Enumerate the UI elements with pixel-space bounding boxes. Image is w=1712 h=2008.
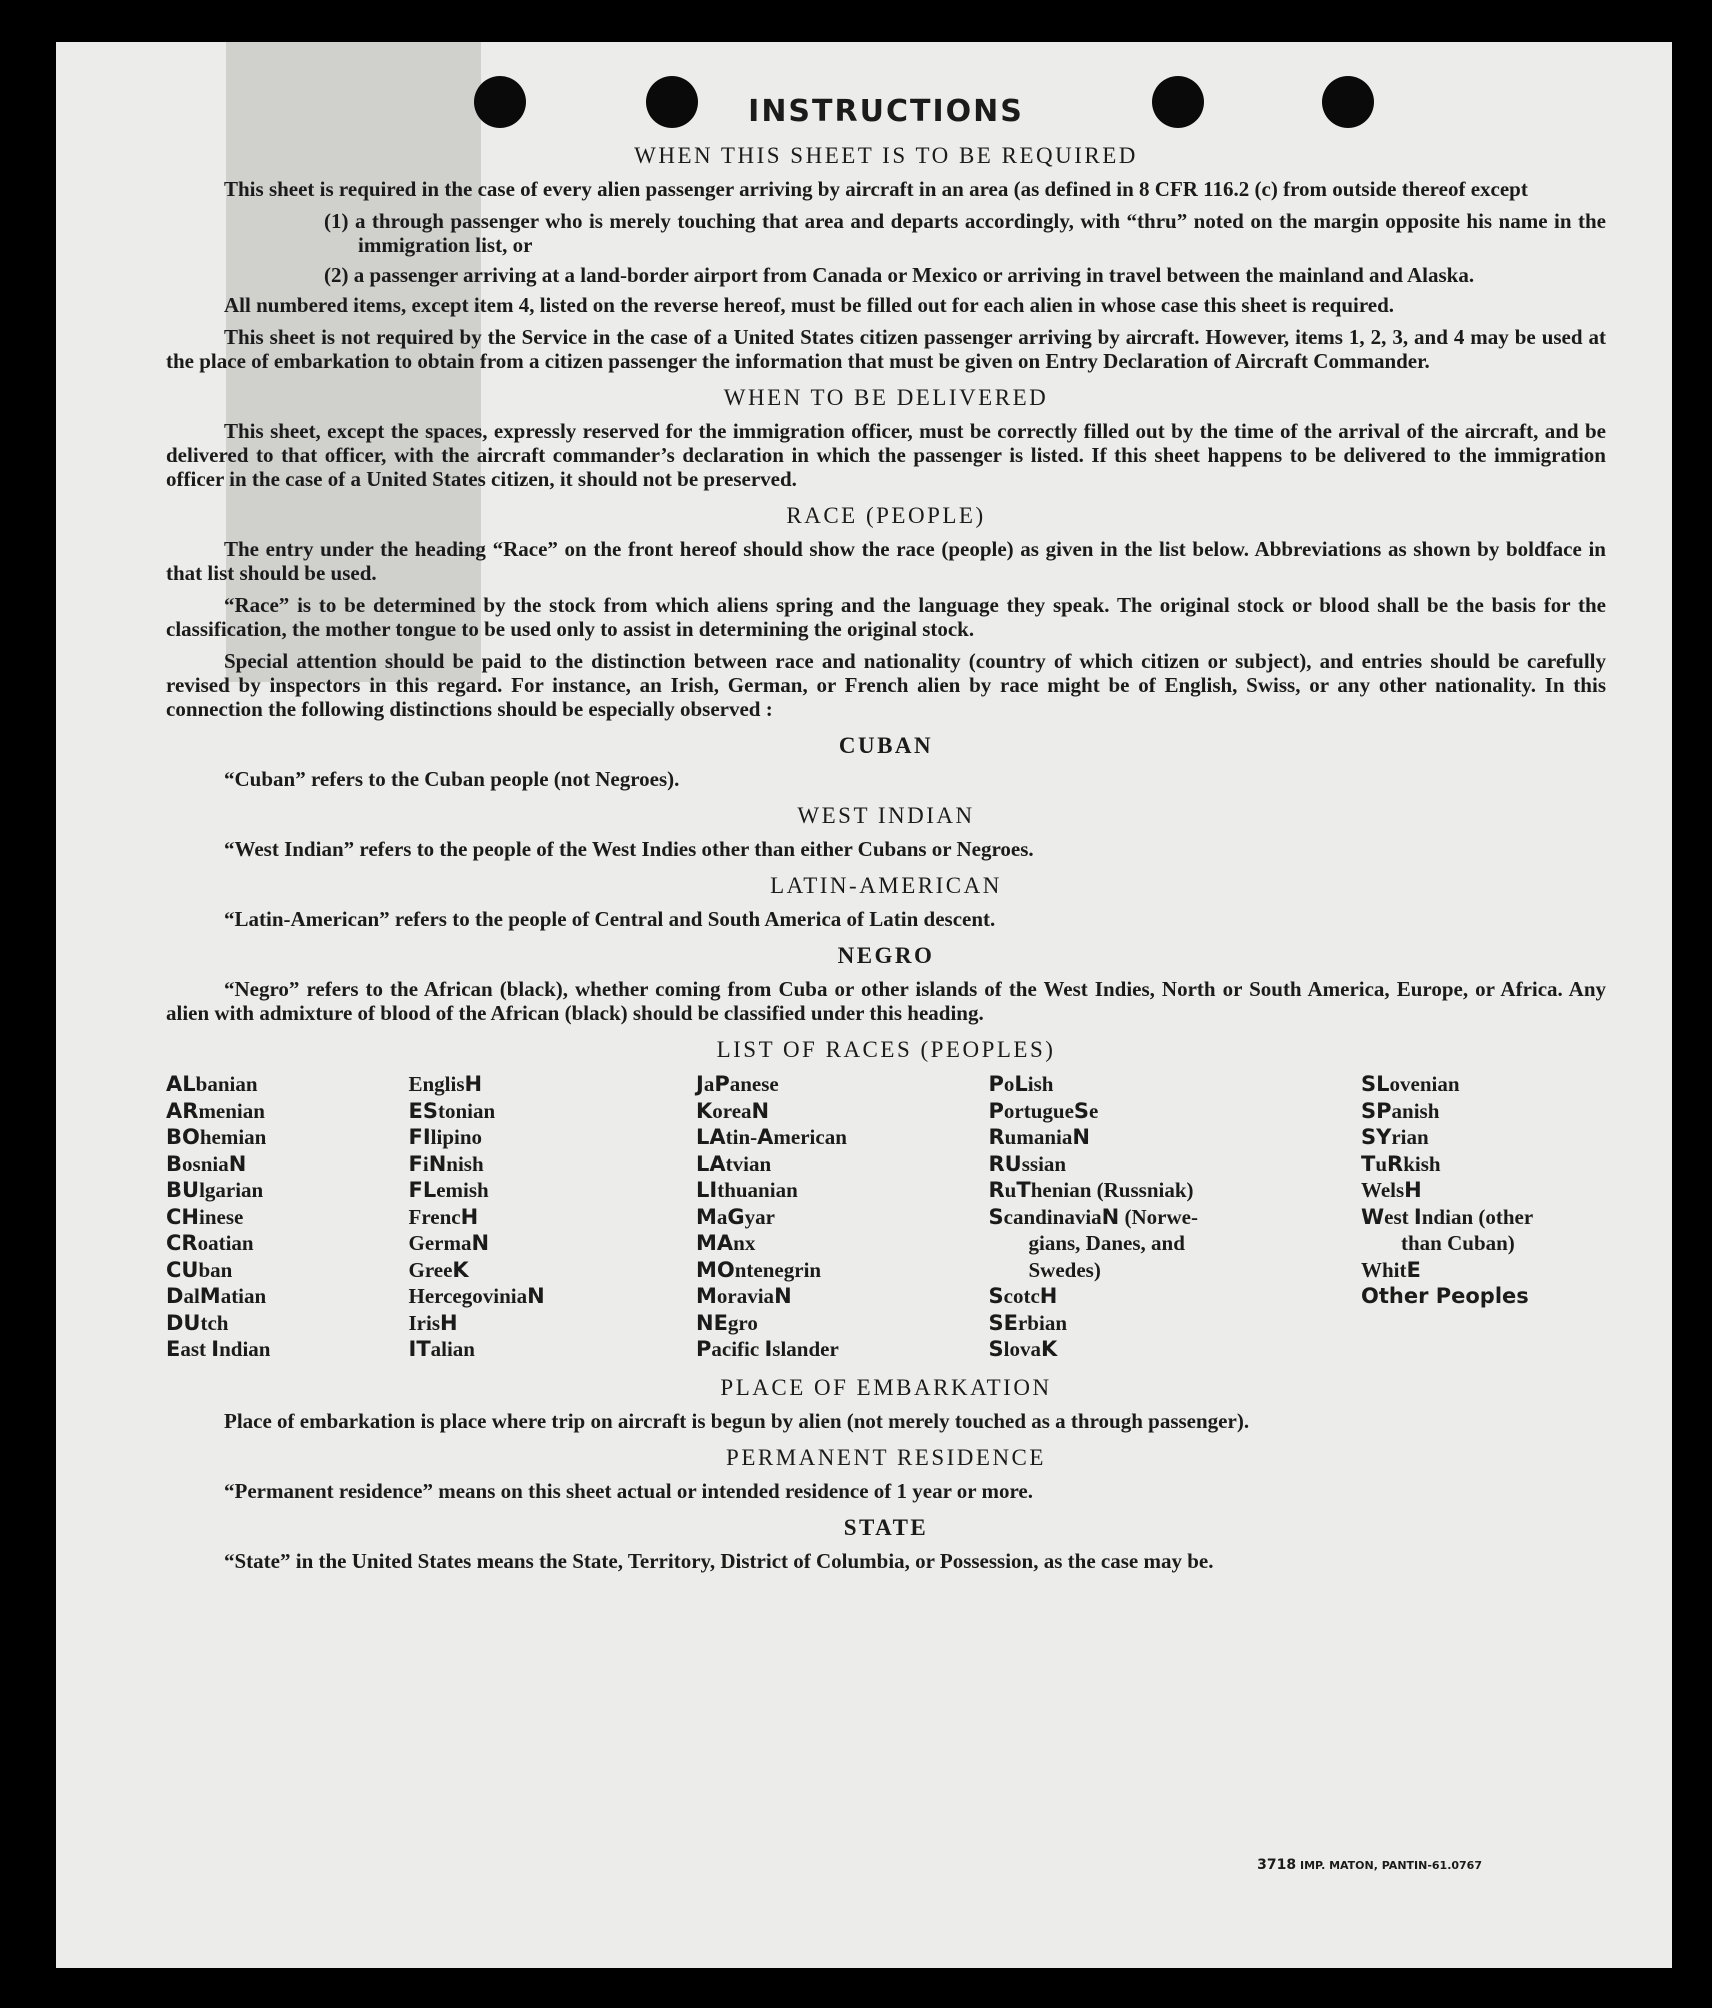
race-entry: CHinese xyxy=(166,1204,244,1229)
paragraph: “State” in the United States means the State, Territory, District of Columbia, or Possession, as the case may be. xyxy=(224,1548,1214,1573)
race-entry: FrencH xyxy=(408,1204,479,1229)
race-entry: WelsH xyxy=(1361,1178,1422,1202)
race-entry: FLemish xyxy=(408,1178,489,1202)
race-entry: GreeK xyxy=(408,1257,469,1282)
list-item: (1) a through passenger who is merely touching that area and departs accordingly, with “thru” noted on the margin opposite his name in the immigration list, or xyxy=(324,209,1606,257)
race-entry: CRoatian xyxy=(166,1231,254,1255)
section-heading-negro: NEGRO xyxy=(837,943,935,968)
race-entry: ITalian xyxy=(408,1337,475,1361)
race-entry: LAtvian xyxy=(696,1151,772,1176)
race-entry: ALbanian xyxy=(166,1072,258,1096)
printer-imprint: IMP. MATON, PANTIN-61.0767 xyxy=(1299,1859,1482,1872)
paragraph: The entry under the heading “Race” on the front hereof should show the race (people) as given in the list below. Abbreviations as shown by boldface in that list should be used. xyxy=(166,537,1606,585)
race-entry: NEgro xyxy=(696,1310,758,1335)
race-entry: DUtch xyxy=(166,1310,229,1335)
race-entry: ScandinaviaN (Norwe- xyxy=(988,1204,1198,1229)
race-entry: RUssian xyxy=(988,1151,1067,1176)
paragraph: “West Indian” refers to the people of the West Indies other than either Cubans or Negroes. xyxy=(224,837,1034,861)
race-entry: RuThenian (Russniak) xyxy=(988,1178,1194,1202)
race-entry: ARmenian xyxy=(166,1098,265,1123)
form-number: 3718 xyxy=(1257,1857,1297,1873)
race-column xyxy=(409,1071,674,1363)
race-list xyxy=(166,1071,1606,1363)
section-heading-list: LIST OF RACES (PEOPLES) xyxy=(716,1037,1056,1062)
race-entry: BosniaN xyxy=(166,1151,247,1176)
race-entry: DalMatian xyxy=(166,1284,267,1308)
paragraph: “Latin-American” refers to the people of Central and South America of Latin descent. xyxy=(224,907,996,931)
race-entry: PortugueSe xyxy=(988,1098,1099,1123)
paragraph: Place of embarkation is place where trip on aircraft is begun by alien (not merely touched as a through passenger). xyxy=(224,1408,1250,1433)
race-entry: SYrian xyxy=(1361,1125,1429,1149)
race-entry-continuation: than Cuban) xyxy=(1401,1231,1515,1255)
paragraph: “Permanent residence” means on this sheet actual or intended residence of 1 year or more. xyxy=(224,1478,1033,1503)
page-title: INSTRUCTIONS xyxy=(748,94,1024,129)
race-entry: MAnx xyxy=(696,1231,756,1255)
paragraph: “Negro” refers to the African (black), whether coming from Cuba or other islands of the West Indies, North or South America, Europe, or Africa. Any alien with admixture of blood of the African (black) should be classified under this heading. xyxy=(166,977,1606,1025)
race-entry: CUban xyxy=(166,1257,233,1282)
race-entry: MaGyar xyxy=(696,1204,775,1229)
race-entry: BOhemian xyxy=(166,1125,267,1149)
race-entry: LIthuanian xyxy=(696,1178,798,1202)
race-entry: TuRkish xyxy=(1361,1151,1441,1176)
race-entry: EnglisH xyxy=(408,1072,483,1096)
race-column xyxy=(166,1071,386,1363)
section-heading-required: WHEN THIS SHEET IS TO BE REQUIRED xyxy=(634,143,1138,168)
section-heading-state: STATE xyxy=(843,1514,929,1540)
race-entry: Other Peoples xyxy=(1361,1284,1529,1308)
race-entry: WhitE xyxy=(1361,1257,1421,1282)
race-entry: MoraviaN xyxy=(696,1284,792,1308)
race-entry: SlovaK xyxy=(988,1337,1058,1361)
form-footer xyxy=(1257,1857,1482,1873)
document-body xyxy=(166,94,1606,1581)
race-entry-continuation: Swedes) xyxy=(1028,1257,1101,1282)
race-entry: East Indian xyxy=(166,1337,271,1361)
list-item: (2) a passenger arriving at a land-border airport from Canada or Mexico or arriving in travel between the mainland and Alaska. xyxy=(324,263,1475,287)
paragraph: This sheet, except the spaces, expressly reserved for the immigration officer, must be correctly filled out by the time of the arrival of the aircraft, and be delivered to that officer, with the aircraft commander’s declaration in which the passenger is listed. If this sheet happens to be delivered to the immigration officer in the case of a United States citizen, it should not be preserved. xyxy=(166,419,1606,491)
section-heading-embarkation: PLACE OF EMBARKATION xyxy=(720,1374,1052,1400)
race-entry: FiNnish xyxy=(408,1151,484,1176)
race-entry: FIlipino xyxy=(408,1125,483,1149)
race-entry: BUlgarian xyxy=(166,1178,264,1202)
race-entry: West Indian (other xyxy=(1361,1204,1534,1229)
race-entry: IrisH xyxy=(408,1310,458,1335)
race-entry: SLovenian xyxy=(1361,1072,1460,1096)
paragraph: “Race” is to be determined by the stock from which aliens spring and the language they speak. The original stock or blood shall be the basis for the classification, the mother tongue to be used only to assist in determining the original stock. xyxy=(166,593,1606,641)
paragraph: This sheet is not required by the Service in the case of a United States citizen passenger arriving by aircraft. However, items 1, 2, 3, and 4 may be used at the place of embarkation to obtain from a citizen passenger the information that must be given on Entry Declaration of Aircraft Commander. xyxy=(166,325,1606,373)
paragraph: This sheet is required in the case of every alien passenger arriving by aircraft in an area (as defined in 8 CFR 116.2 (c) from outside thereof except xyxy=(224,177,1528,201)
race-entry: MOntenegrin xyxy=(696,1257,822,1282)
race-entry: KoreaN xyxy=(696,1098,770,1123)
race-entry: JaPanese xyxy=(696,1072,779,1096)
race-entry: SPanish xyxy=(1361,1098,1440,1123)
race-entry: Pacific Islander xyxy=(696,1337,839,1361)
paragraph: “Cuban” refers to the Cuban people (not Negroes). xyxy=(224,767,680,791)
race-entry: LAtin-American xyxy=(696,1125,847,1149)
section-heading-race: RACE (PEOPLE) xyxy=(786,503,986,528)
race-entry: RumaniaN xyxy=(988,1125,1090,1149)
race-column xyxy=(989,1071,1339,1363)
paragraph: All numbered items, except item 4, listed on the reverse hereof, must be filled out for each alien in whose case this sheet is required. xyxy=(224,293,1395,317)
section-heading-latin-american: LATIN-AMERICAN xyxy=(770,873,1002,898)
document-sheet xyxy=(56,42,1672,1968)
race-entry: HercegoviniaN xyxy=(408,1284,545,1308)
race-entry: GermaN xyxy=(408,1231,490,1255)
section-heading-cuban: CUBAN xyxy=(838,733,934,758)
section-heading-residence: PERMANENT RESIDENCE xyxy=(726,1444,1046,1470)
race-column xyxy=(1361,1071,1606,1363)
paragraph: Special attention should be paid to the distinction between race and nationality (country of which citizen or subject), and entries should be carefully revised by inspectors in this regard. For instance, an Irish, German, or French alien by race might be of English, Swiss, or any other nationality. In this connection the following distinctions should be especially observed : xyxy=(166,649,1606,721)
section-heading-west-indian: WEST INDIAN xyxy=(797,803,975,828)
race-entry: SErbian xyxy=(988,1310,1067,1335)
race-entry-continuation: gians, Danes, and xyxy=(1028,1231,1185,1255)
race-entry: ScotcH xyxy=(988,1284,1058,1308)
race-entry: PoLish xyxy=(988,1072,1054,1096)
race-column xyxy=(696,1071,966,1363)
section-heading-delivered: WHEN TO BE DELIVERED xyxy=(723,385,1049,410)
race-entry: EStonian xyxy=(408,1098,496,1123)
